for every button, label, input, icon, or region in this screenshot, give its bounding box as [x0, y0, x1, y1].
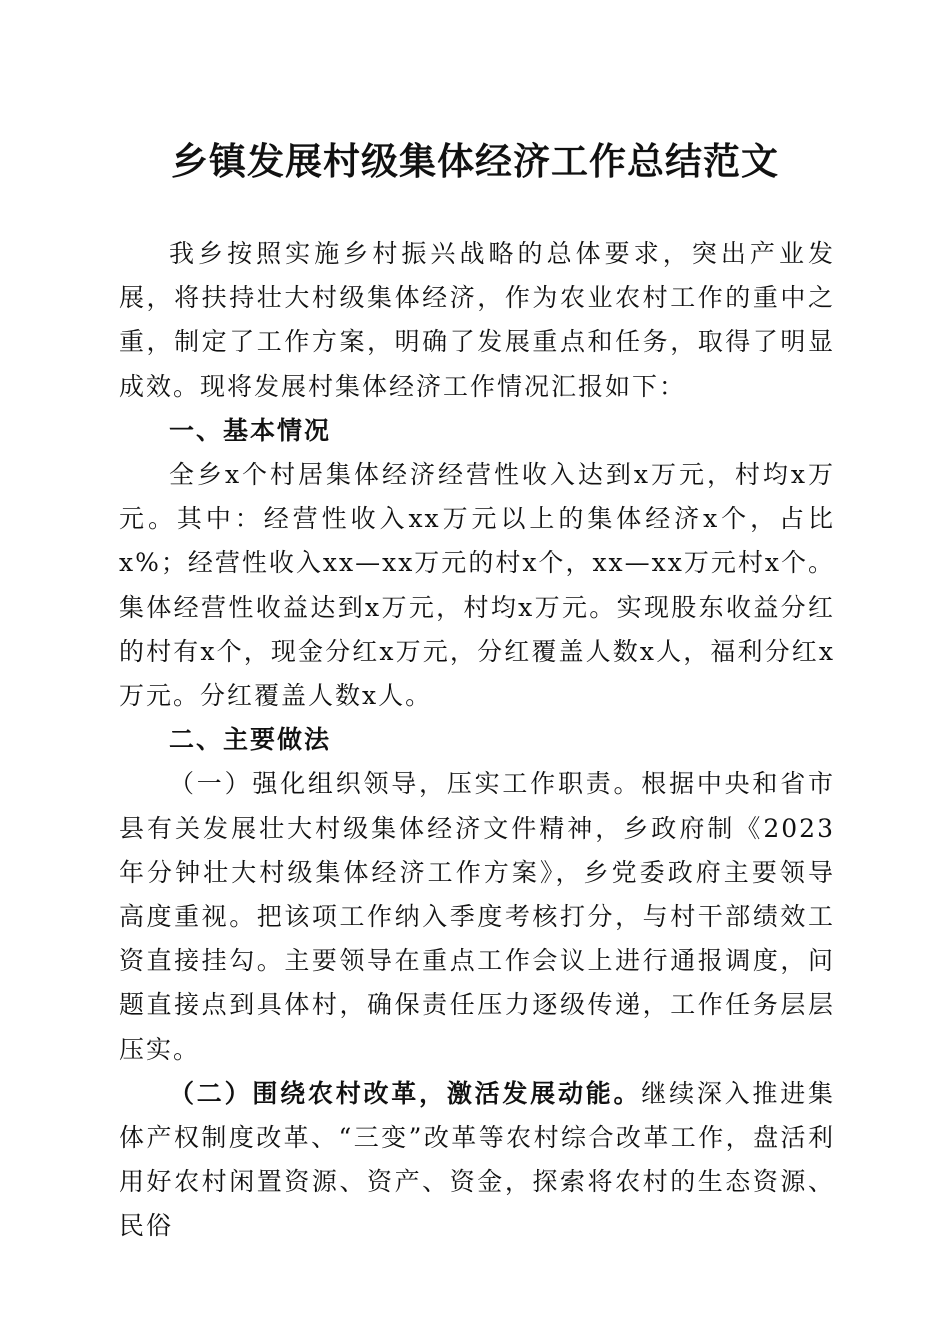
- practice-paragraph-1: [119, 762, 835, 1071]
- practice-paragraph-2: [119, 1072, 835, 1249]
- practice-text-2: 继续深入推进集体产权制度改革、“三变”改革等农村综合改革工作，盘活利用好农村闲置资源、资产、资金，探索将农村的生态资源、民俗: [119, 1078, 835, 1241]
- practice-text-1: 根据中央和省市县有关发展壮大村级集体经济文件精神，乡政府制《2023年分钟壮大村级集体经济工作方案》，乡党委政府主要领导高度重视。把该项工作纳入季度考核打分，与村干部绩效工资直接挂勾。主要领导在重点工作会议上进行通报调度，问题直接点到具体村，确保责任压力逐级传递，工作任务层层压实。: [119, 769, 835, 1064]
- practice-heading-2: （二）围绕农村改革，激活发展动能。: [169, 1078, 642, 1108]
- basic-situation-paragraph: 全乡x个村居集体经济经营性收入达到x万元，村均x万元。其中：经营性收入xx万元以上的集体经济x个，占比x%；经营性收入xx—xx万元的村x个，xx—xx万元村x个。集体经营性收益达到x万元，村均x万元。实现股东收益分红的村有x个，现金分红x万元，分红覆盖人数x人，福利分红x万元。分红覆盖人数x人。: [119, 460, 835, 711]
- section-heading-basic-situation: 一、基本情况: [169, 415, 332, 445]
- document-body: [119, 232, 835, 1249]
- practice-heading-1: （一）强化组织领导，压实工作职责。: [169, 769, 642, 799]
- section-heading-main-practices: 二、主要做法: [169, 725, 332, 755]
- document-title: 乡镇发展村级集体经济工作总结范文: [171, 139, 779, 183]
- intro-paragraph: 我乡按照实施乡村振兴战略的总体要求，突出产业发展，将扶持壮大村级集体经济，作为农业农村工作的重中之重，制定了工作方案，明确了发展重点和任务，取得了明显成效。现将发展村集体经济工作情况汇报如下：: [119, 239, 835, 401]
